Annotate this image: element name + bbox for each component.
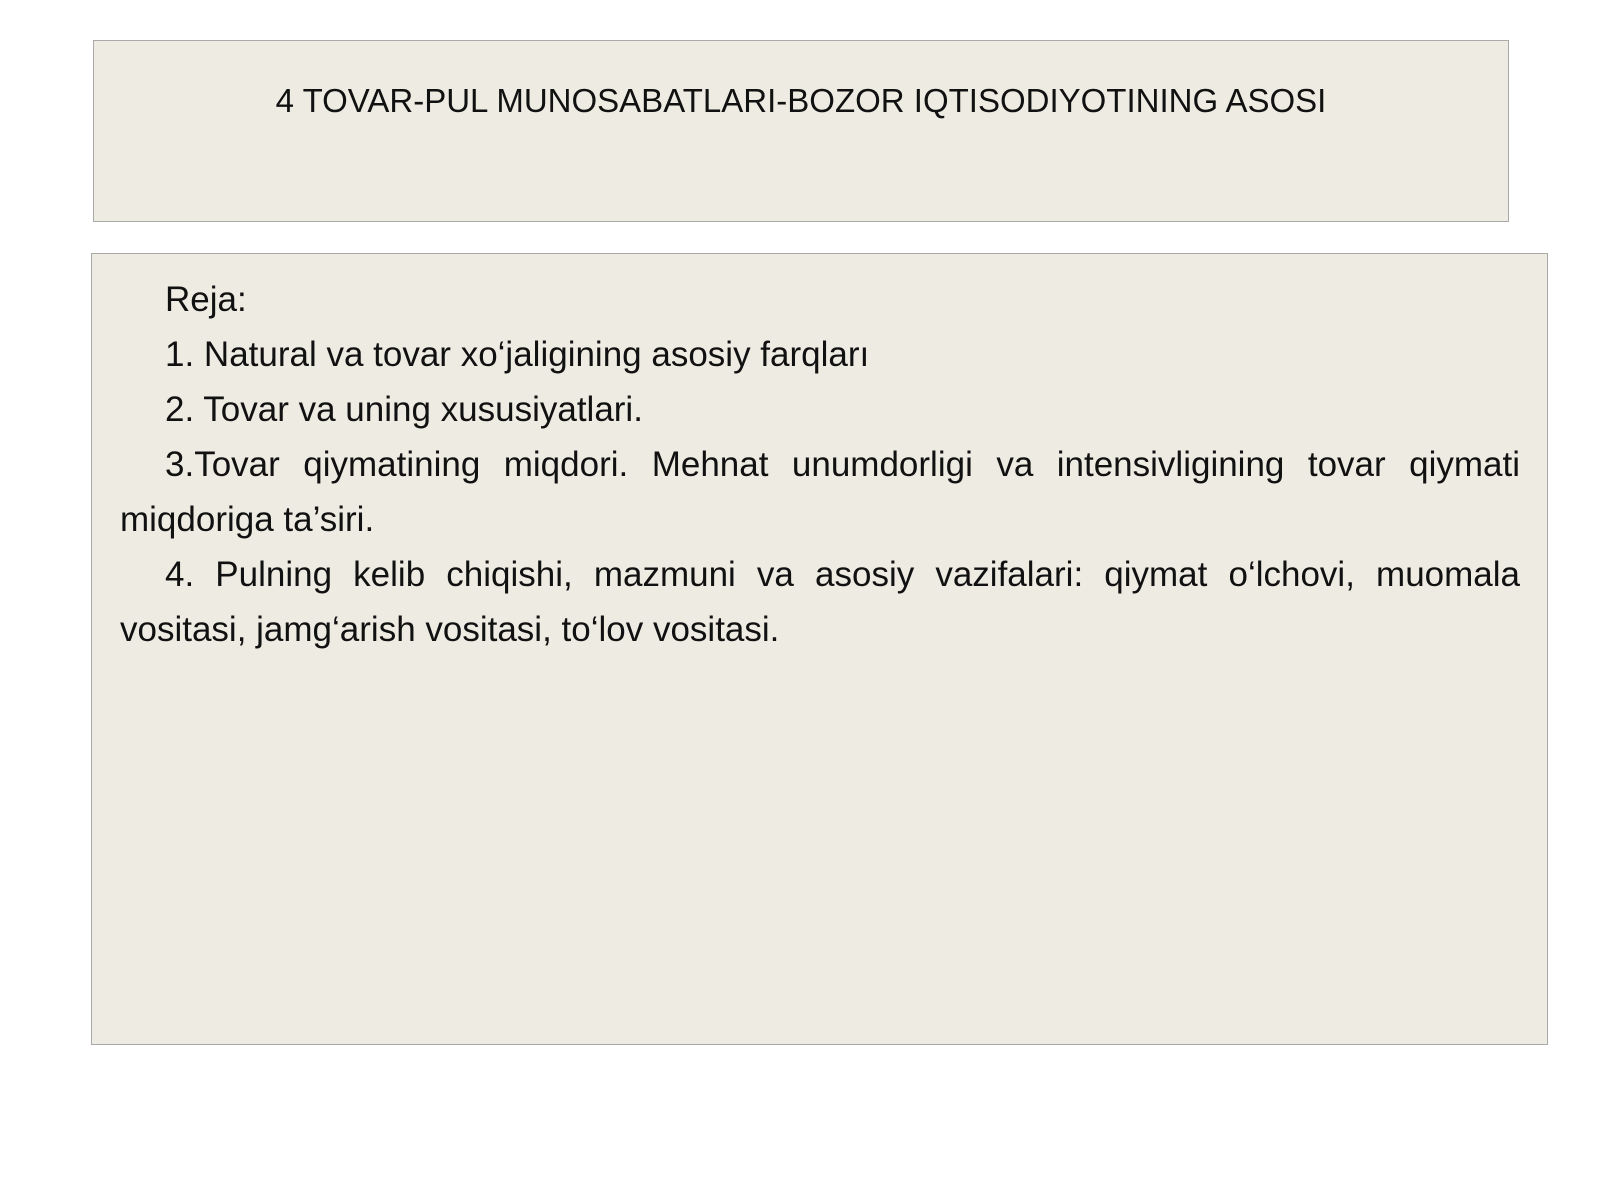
title-box: [93, 40, 1509, 222]
plan-list: [120, 272, 1520, 657]
slide-title: 4 TOVAR-PUL MUNOSABATLARI-BOZOR IQTISODIYOTINING ASOSI: [275, 82, 1327, 119]
plan-item-3: 3.Tovar qiymatining miqdori. Mehnat unumdorligi va intensivligining tovar qiymati miqdoriga ta’siri.: [120, 445, 1520, 539]
content-box: [91, 253, 1548, 1045]
plan-heading: Reja:: [165, 280, 247, 319]
plan-item-2: 2. Tovar va uning xususiyatlari.: [165, 390, 643, 429]
plan-item-4: 4. Pulning kelib chiqishi, mazmuni va asosiy vazifalari: qiymat o‘lchovi, muomala vositasi, jamg‘arish vositasi, to‘lov vositasi.: [120, 555, 1520, 649]
plan-item-1: 1. Natural va tovar xo‘jaligining asosiy farqları: [165, 335, 870, 374]
